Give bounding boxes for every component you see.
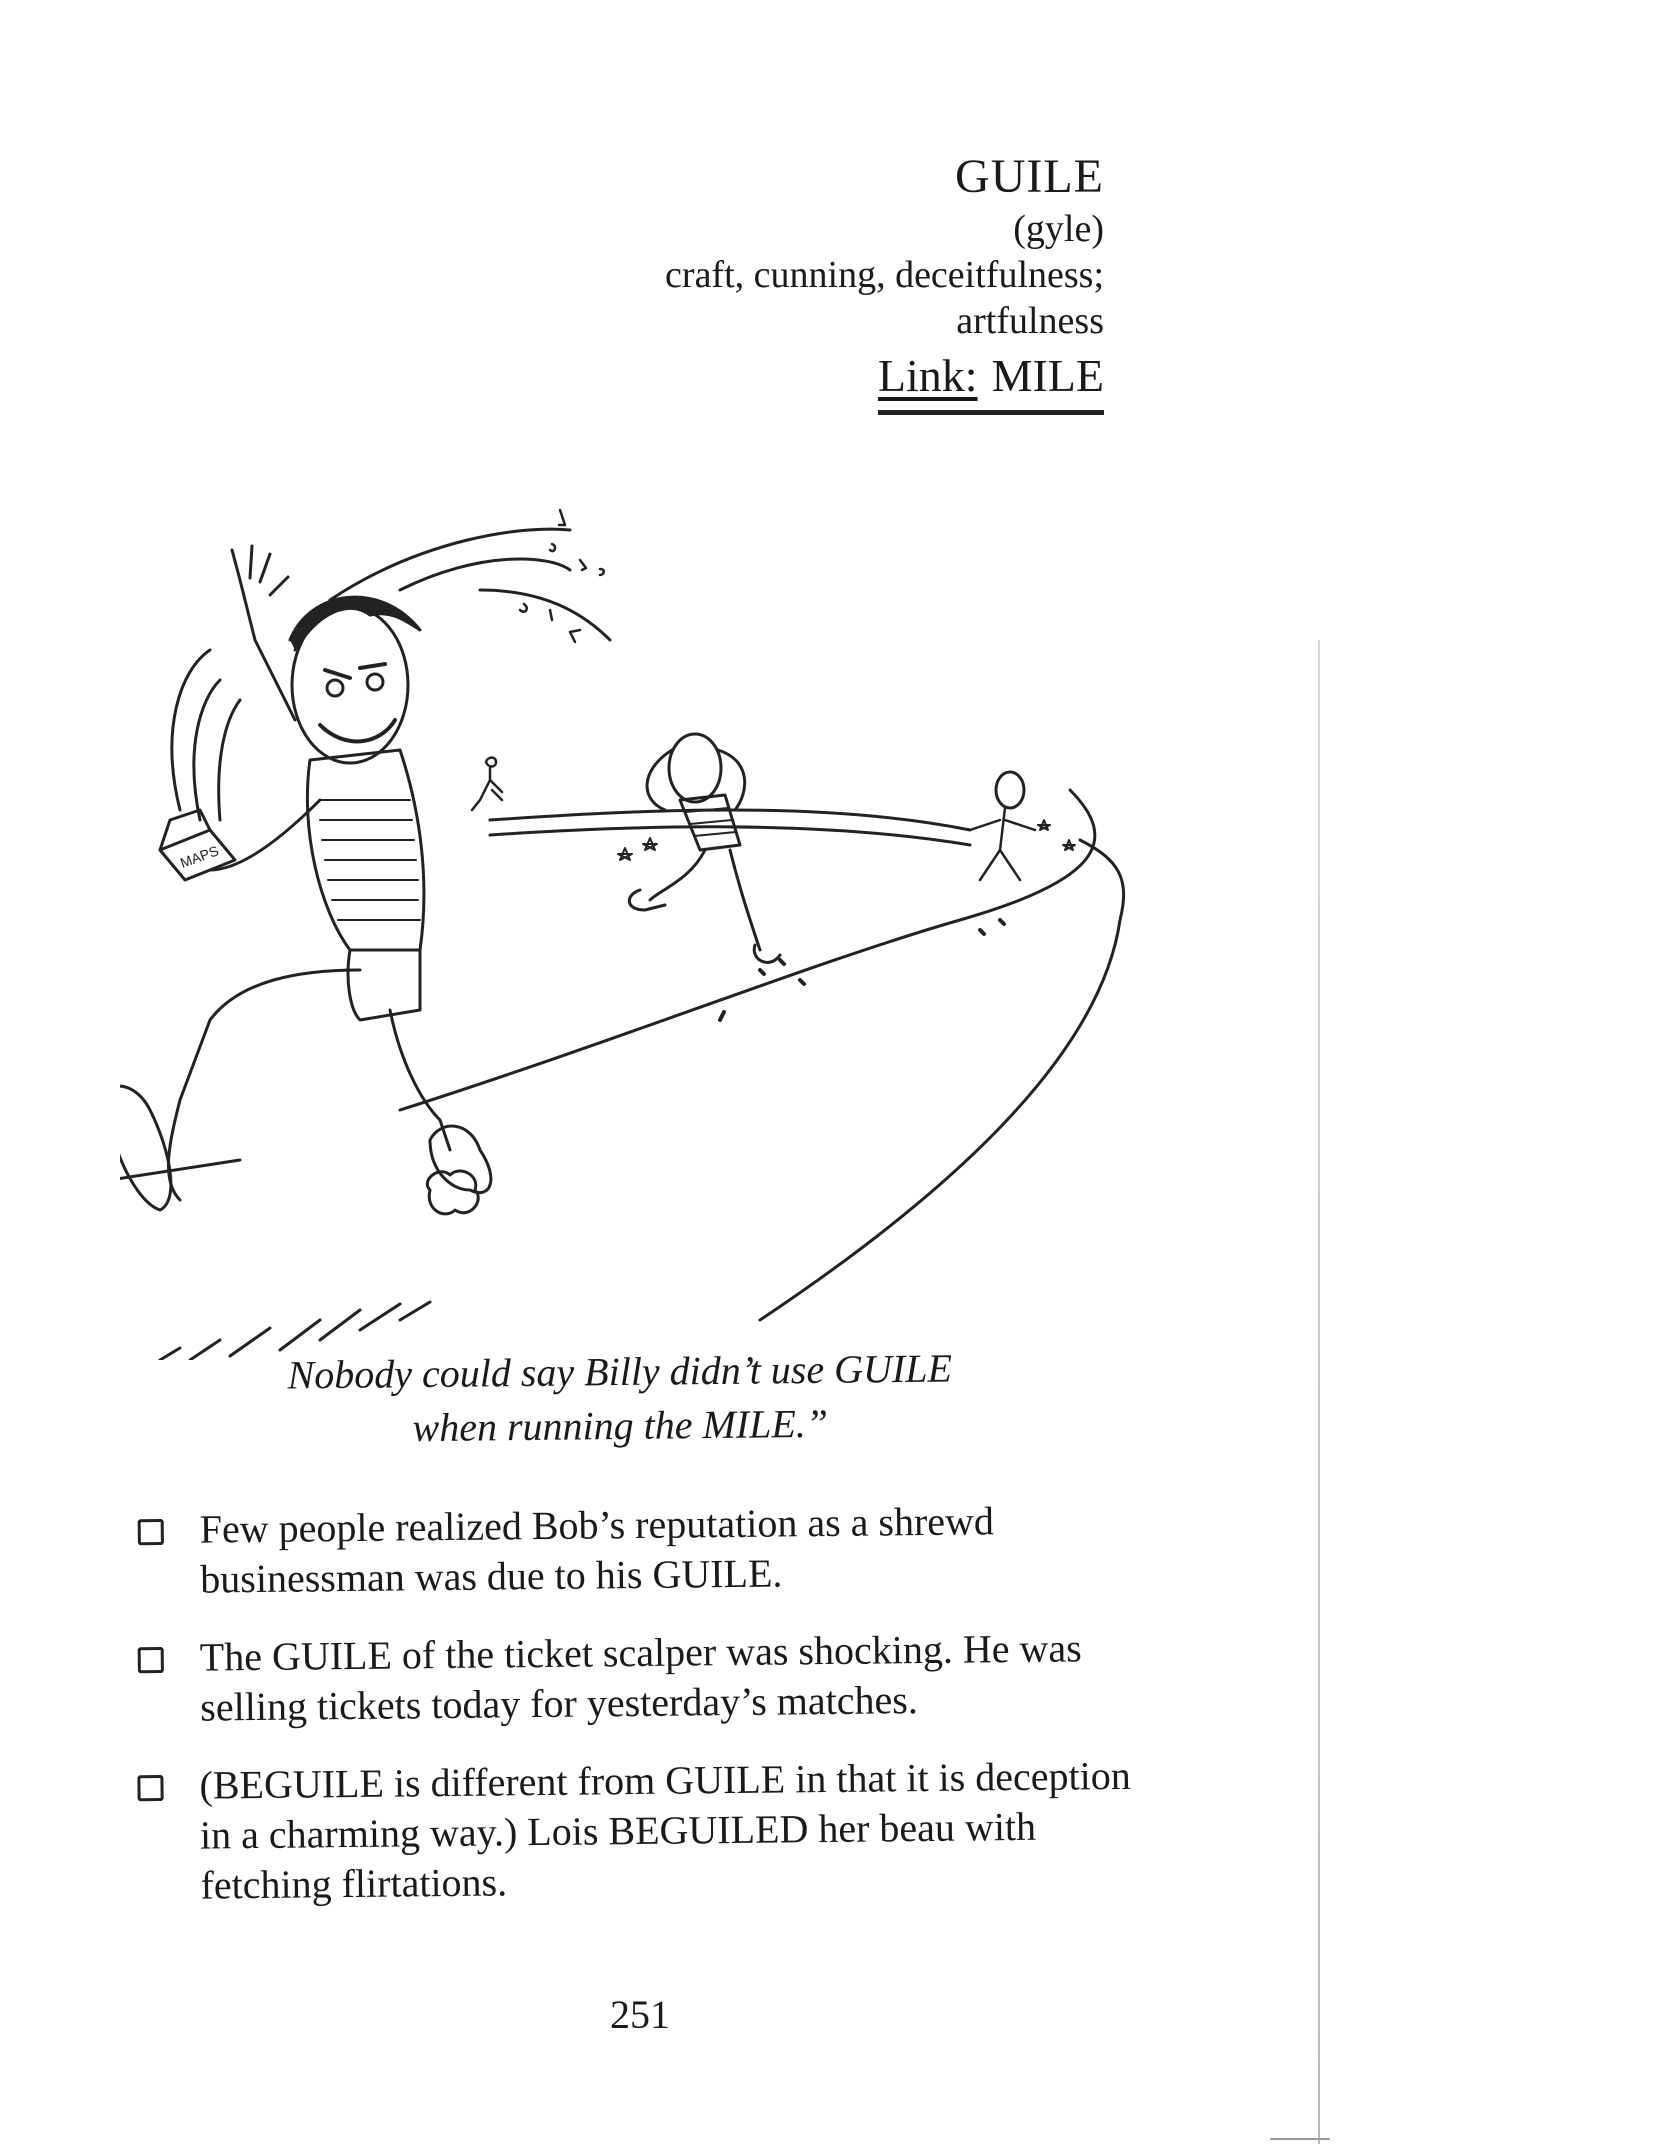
motion-arc-1 — [330, 529, 570, 600]
page-number: 251 — [610, 1992, 670, 2037]
example-item — [129, 1751, 1151, 1912]
example-sentences — [130, 1500, 1150, 1934]
page-edge-bottom — [1270, 2138, 1330, 2140]
middle-runner-head — [669, 734, 721, 802]
page-binding-edge — [1318, 640, 1320, 2144]
pain-stars — [618, 838, 657, 860]
caption-line-1: Nobody could say Billy didn’t use GUILE — [287, 1345, 953, 1398]
far-runner-stars — [1038, 820, 1075, 850]
middle-runner-shoes — [629, 890, 780, 962]
checkbox-icon — [138, 1519, 164, 1545]
track-back-line-2 — [490, 827, 970, 845]
main-runner-eyes — [325, 664, 385, 678]
main-runner-holding-arm — [210, 800, 320, 870]
track-tacks — [720, 920, 1004, 1020]
example-item — [130, 1495, 1151, 1606]
dust-cloud — [427, 1171, 478, 1214]
middle-runner-legs — [650, 850, 760, 950]
example-text: Few people realized Bob’s reputation as a shrewd businessman was due to his GUILE. — [199, 1498, 995, 1602]
definition-line-2: artfulness — [956, 300, 1104, 342]
link-line — [878, 348, 1104, 415]
cartoon-illustration — [120, 500, 1140, 1360]
candy-box-label: MAPS — [177, 842, 221, 871]
caption-line-2: when running the MILE.” — [412, 1400, 829, 1451]
main-runner-eye-left — [327, 680, 343, 696]
track-inner-line — [400, 790, 1095, 1110]
main-runner-grin — [320, 720, 395, 741]
main-runner-shirt-stripes — [320, 800, 420, 920]
checkbox-icon — [137, 1775, 163, 1801]
far-runner-body — [970, 808, 1035, 880]
entry-header — [665, 148, 1104, 415]
far-runner-head — [996, 772, 1024, 808]
main-runner-raised-arm — [232, 546, 295, 720]
motion-arc-3 — [480, 590, 610, 640]
example-text: (BEGUILE is different from GUILE in that it is deception in a charming way.) Lois BEGUILED her beau with fetching flirtations. — [199, 1752, 1131, 1908]
main-runner-back-shoe — [120, 1086, 171, 1210]
ground-line-left — [120, 1160, 240, 1180]
motion-lines-left — [172, 650, 240, 820]
definition-line-1: craft, cunning, deceitfulness; — [665, 254, 1104, 296]
headword: GUILE — [955, 150, 1104, 203]
pronunciation: (gyle) — [1013, 208, 1104, 250]
track-outer-line — [760, 840, 1124, 1320]
cartoon-caption — [199, 1341, 1040, 1458]
distant-runner — [472, 758, 502, 811]
main-runner-eye-right — [367, 674, 383, 690]
motion-arc-2 — [400, 559, 570, 590]
checkbox-icon — [138, 1647, 164, 1673]
main-runner-front-shoe — [430, 1126, 491, 1193]
link-label: Link: — [877, 350, 978, 401]
example-item — [130, 1623, 1151, 1734]
link-word: MILE — [991, 350, 1104, 401]
example-text: The GUILE of the ticket scalper was shocking. He was selling tickets today for yesterday’s matches. — [199, 1625, 1082, 1730]
main-runner-shorts — [348, 950, 420, 1020]
main-runner-hair — [290, 597, 420, 650]
